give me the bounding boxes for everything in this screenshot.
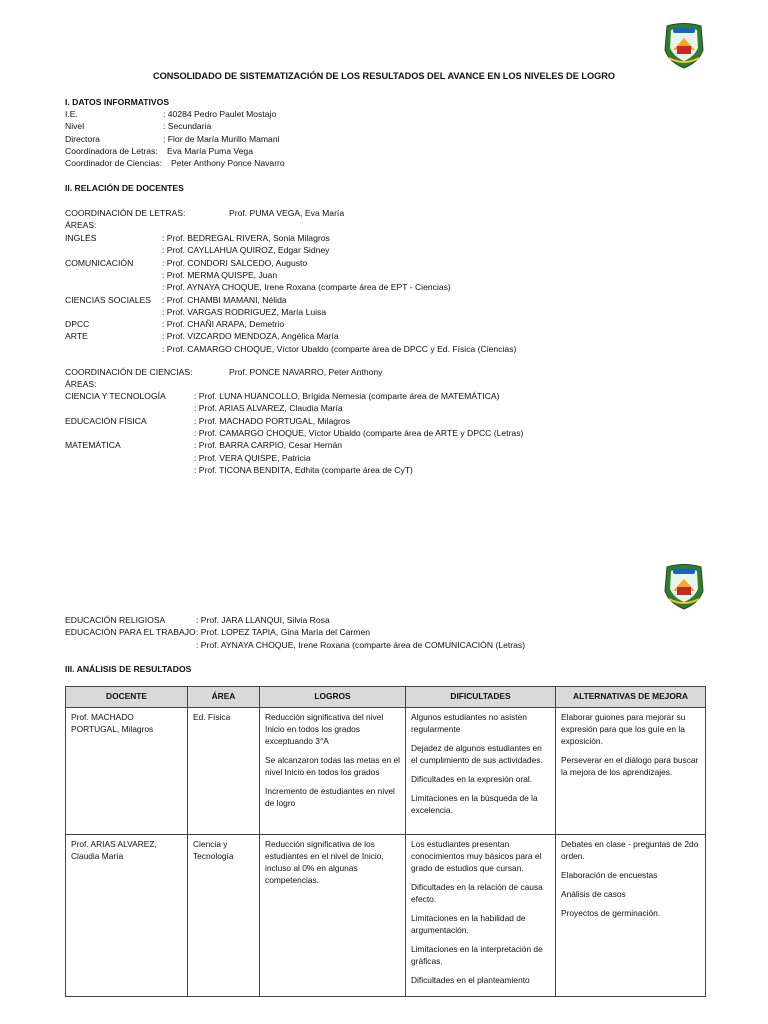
dificultades-item: Los estudiantes presentan conocimientos muy básicos para el grado de estudios que cursan.	[411, 839, 542, 873]
area-name: CIENCIA Y TECNOLOGÍA	[65, 391, 166, 401]
table-row	[66, 708, 706, 835]
info-label: I.E.	[65, 109, 78, 119]
area-name: EDUCACIÓN FÍSICA	[65, 415, 147, 426]
dificultades-item: Dificultades en la relación de causa efecto.	[411, 882, 543, 904]
logros-item: Incremento de estudiantes en nivel de logro	[265, 786, 395, 808]
dificultades-item: Algunos estudiantes no asisten regularmente	[411, 712, 527, 734]
area-name: COMUNICACIÓN	[65, 257, 134, 268]
dificultades-item: Limitaciones en la interpretación de gráficas.	[411, 944, 543, 966]
areas-label: ÁREAS:	[65, 379, 97, 389]
alternativas-item: Elaboración de encuestas	[561, 870, 658, 880]
section-heading: III. ANÁLISIS DE RESULTADOS	[65, 664, 192, 674]
dificultades-item: Limitaciones en la habilidad de argumentación.	[411, 913, 526, 935]
teacher-name: : Prof. LUNA HUANCOLLO, Brígida Nemesia (comparte área de MATEMÁTICA)	[194, 391, 500, 401]
document-title: CONSOLIDADO DE SISTEMATIZACIÓN DE LOS RESULTADOS DEL AVANCE EN LOS NIVELES DE LOGRO	[152, 71, 616, 81]
area-name: CIENCIAS SOCIALES	[65, 294, 151, 305]
teacher-name: : Prof. ARIAS ALVAREZ, Claudia María	[194, 403, 343, 414]
teacher-name: : Prof. VARGAS RODRIGUEZ, María Luisa	[162, 306, 327, 317]
teacher-name: : Prof. CAMARGO CHOQUE, Víctor Ubaldo (comparte área de DPCC y Ed. Física (Ciencias)	[162, 343, 517, 354]
teacher-name: : Prof. CAYLLAHUA QUIROZ, Edgar Sidney	[162, 245, 330, 256]
docente-cell: Prof. ARIAS ALVAREZ, Claudia María	[66, 835, 188, 997]
dificultades-item: Limitaciones en la búsqueda de la excelencia.	[411, 793, 538, 815]
info-value: : Secundaria	[163, 121, 212, 132]
column-header: ÁREA	[188, 687, 260, 708]
logros-item: Reducción significativa del nivel Inicio en todos los grados exceptuando 3°A	[265, 712, 384, 746]
dificultades-cell	[406, 835, 556, 997]
teacher-name: : Prof. MACHADO PORTUGAL, Milagros	[194, 415, 350, 426]
dificultades-cell	[406, 708, 556, 835]
alternativas-item: Proyectos de germinación.	[561, 908, 661, 918]
area-name: ARTE	[65, 331, 88, 342]
info-label: Directora	[65, 133, 100, 144]
table-row	[66, 835, 706, 997]
dificultades-item: Dificultades en el planteamiento	[411, 975, 530, 985]
dificultades-item: Dificultades en la expresión oral.	[411, 774, 533, 784]
school-crest-icon	[659, 20, 709, 70]
coordinacion-ciencias-label: COORDINACIÓN DE CIENCIAS:	[65, 367, 193, 377]
logros-cell	[260, 835, 406, 997]
info-value: : Flor de María Murillo Mamani	[163, 133, 280, 144]
coordinacion-letras-label: COORDINACIÓN DE LETRAS:	[65, 208, 186, 218]
school-crest-icon	[659, 561, 709, 611]
column-header: DIFICULTADES	[406, 687, 556, 708]
logros-item: Reducción significativa de los estudiantes en el nivel de Inicio, incluso al 0% en algunas competencias.	[265, 839, 384, 885]
area-name: DPCC	[65, 319, 90, 330]
dificultades-item: Dejadez de algunos estudiantes en el cumplimiento de sus actividades.	[411, 743, 543, 765]
section-heading: II. RELACIÓN DE DOCENTES	[65, 183, 184, 193]
info-label: Coordinadora de Letras:	[65, 145, 158, 156]
teacher-name: : Prof. CHAÑI ARAPA, Demetrio	[162, 319, 285, 330]
results-table	[65, 686, 706, 997]
teacher-name: : Prof. CAMARGO CHOQUE, Víctor Ubaldo (comparte área de ARTE y DPCC (Letras)	[194, 427, 524, 438]
area-name: INGLÉS	[65, 233, 97, 243]
column-header: DOCENTE	[66, 687, 188, 708]
coordinacion-letras-name: Prof. PUMA VEGA, Eva María	[229, 208, 345, 218]
info-label: Nivel	[65, 121, 85, 132]
teacher-name: : Prof. BARRA CARPIO, Cesar Hernán	[194, 440, 343, 451]
teacher-name: : Prof. BEDREGAL RIVERA, Sonia Milagros	[162, 233, 330, 243]
teacher-name: : Prof. LOPEZ TAPIA, Gina María del Carmen	[196, 627, 371, 638]
alternativas-item: Perseverar en el diálogo para buscar la mejora de los aprendizajes.	[561, 755, 699, 777]
docente-cell: Prof. MACHADO PORTUGAL, Milagros	[66, 708, 188, 835]
alternativas-item: Debates en clase - preguntas de 2do orden.	[561, 839, 699, 861]
column-header: LOGROS	[260, 687, 406, 708]
area-cell: Ciencia y Tecnología	[188, 835, 260, 997]
column-header: ALTERNATIVAS DE MEJORA	[556, 687, 706, 708]
section-heading: I. DATOS INFORMATIVOS	[65, 97, 170, 107]
logros-cell	[260, 708, 406, 835]
teacher-name: : Prof. AYNAYA CHOQUE, Irene Roxana (comparte área de COMUNICACIÓN (Letras)	[196, 639, 526, 650]
teacher-name: : Prof. AYNAYA CHOQUE, Irene Roxana (comparte área de EPT - Ciencias)	[162, 282, 451, 293]
teacher-name: : Prof. JARA LLANQUI, Silvia Rosa	[196, 615, 330, 625]
teacher-name: : Prof. CONDORI SALCEDO, Augusto	[162, 257, 308, 268]
teacher-name: : Prof. CHAMBI MAMANI, Nélida	[162, 294, 287, 305]
logros-item: Se alcanzaron todas las metas en el nivel Inicio en todos los grados	[265, 755, 401, 777]
coordinacion-ciencias-name: Prof. PONCE NAVARRO, Peter Anthony	[229, 367, 383, 377]
area-name: EDUCACIÓN PARA EL TRABAJO	[65, 627, 196, 638]
table-header-row	[66, 687, 706, 708]
alternativas-cell	[556, 708, 706, 835]
area-name: MATEMÁTICA	[65, 440, 121, 451]
teacher-name: : Prof. MERMA QUISPE, Juan	[162, 269, 278, 280]
teacher-name: : Prof. VIZCARDO MENDOZA, Angélica María	[162, 331, 339, 342]
teacher-name: : Prof. VERA QUISPE, Patricia	[194, 452, 311, 463]
area-cell: Ed. Física	[188, 708, 260, 835]
areas-label: ÁREAS:	[65, 220, 97, 230]
area-name: EDUCACIÓN RELIGIOSA	[65, 615, 166, 625]
info-label: Coordinador de Ciencias:	[65, 158, 162, 169]
info-value: : 40284 Pedro Paulet Mostajo	[163, 109, 277, 119]
info-value: Peter Anthony Ponce Navarro	[171, 158, 285, 169]
alternativas-cell	[556, 835, 706, 997]
alternativas-item: Elaborar guiones para mejorar su expresión para que los guíe en la exposición.	[561, 712, 686, 746]
teacher-name: : Prof. TICONA BENDITA, Edhita (comparte área de CyT)	[194, 464, 413, 475]
alternativas-item: Análisis de casos	[561, 889, 626, 899]
info-value: Eva María Puma Vega	[167, 145, 253, 156]
